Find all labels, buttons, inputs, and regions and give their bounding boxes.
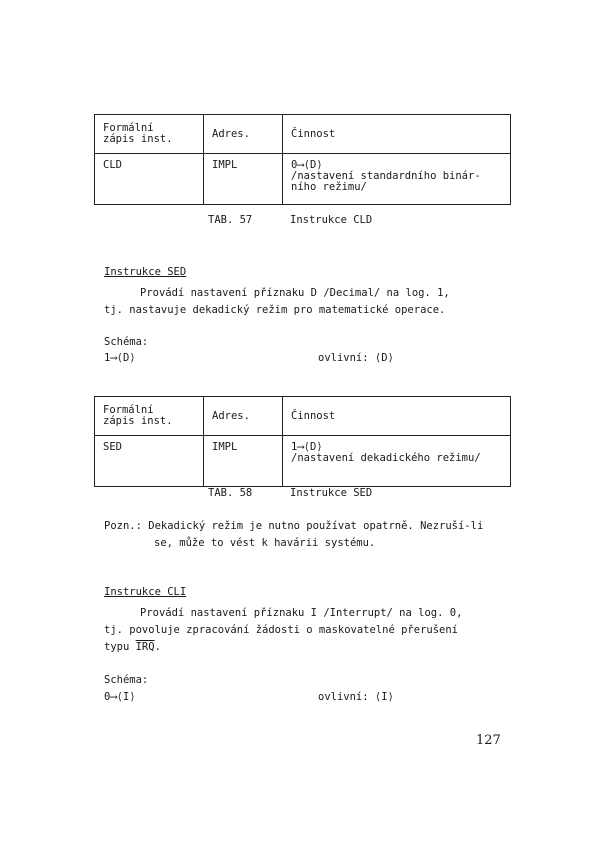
cell-instruction: SED <box>95 436 204 487</box>
paragraph-line: tj. nastavuje dekadický režim pro matematické operace. <box>104 304 446 316</box>
header-activity: Činnost <box>283 115 511 154</box>
page-number: 127 <box>476 733 501 748</box>
schema-label: Schéma: <box>104 674 149 686</box>
section-heading-cli: Instrukce CLI <box>104 586 187 598</box>
cell-activity: 0⟶⟨D⟩ /nastavení standardního binár- ního režimu/ <box>283 154 511 205</box>
paragraph-line: Provádí nastavení příznaku D /Decimal/ na log. 1, <box>140 287 450 299</box>
affects-flags: ovlivní: ⟨I⟩ <box>318 691 394 703</box>
header-activity: Činnost <box>283 397 511 436</box>
text-fragment: typu <box>104 641 136 653</box>
cell-addressing: IMPL <box>204 436 283 487</box>
section-heading-sed: Instrukce SED <box>104 266 187 278</box>
header-addressing: Adres. <box>204 115 283 154</box>
schema-formula: 0⟶⟨I⟩ <box>104 691 136 703</box>
table-caption-text: Instrukce SED <box>290 487 373 499</box>
instruction-table-cld <box>94 114 511 205</box>
paragraph-line: Provádí nastavení příznaku I /Interrupt/ na log. 0, <box>140 607 463 619</box>
irq-signal: $\overline{IRQ}$ <box>135 641 155 653</box>
header-addressing: Adres. <box>204 397 283 436</box>
cell-activity: 1⟶⟨D⟩ /nastavení dekadického režimu/ <box>283 436 511 487</box>
table-caption-text: Instrukce CLD <box>290 214 373 226</box>
note-line: se, může to vést k havárii systému. <box>154 537 376 549</box>
table-caption-number: TAB. 57 <box>208 214 253 226</box>
note-line: Pozn.: Dekadický režim je nutno používat opatrně. Nezruší-li <box>104 520 484 532</box>
affects-flags: ovlivní: ⟨D⟩ <box>318 352 394 364</box>
cell-addressing: IMPL <box>204 154 283 205</box>
schema-formula: 1⟶⟨D⟩ <box>104 352 136 364</box>
header-formal-notation: Formální zápis inst. <box>95 115 204 154</box>
instruction-table-sed <box>94 396 511 487</box>
table-caption-number: TAB. 58 <box>208 487 253 499</box>
text-fragment: . <box>154 641 161 653</box>
paragraph-line: tj. povoluje zpracování žádosti o maskovatelné přerušení <box>104 624 459 636</box>
paragraph-line <box>104 641 161 653</box>
header-formal-notation: Formální zápis inst. <box>95 397 204 436</box>
schema-label: Schéma: <box>104 336 149 348</box>
cell-instruction: CLD <box>95 154 204 205</box>
